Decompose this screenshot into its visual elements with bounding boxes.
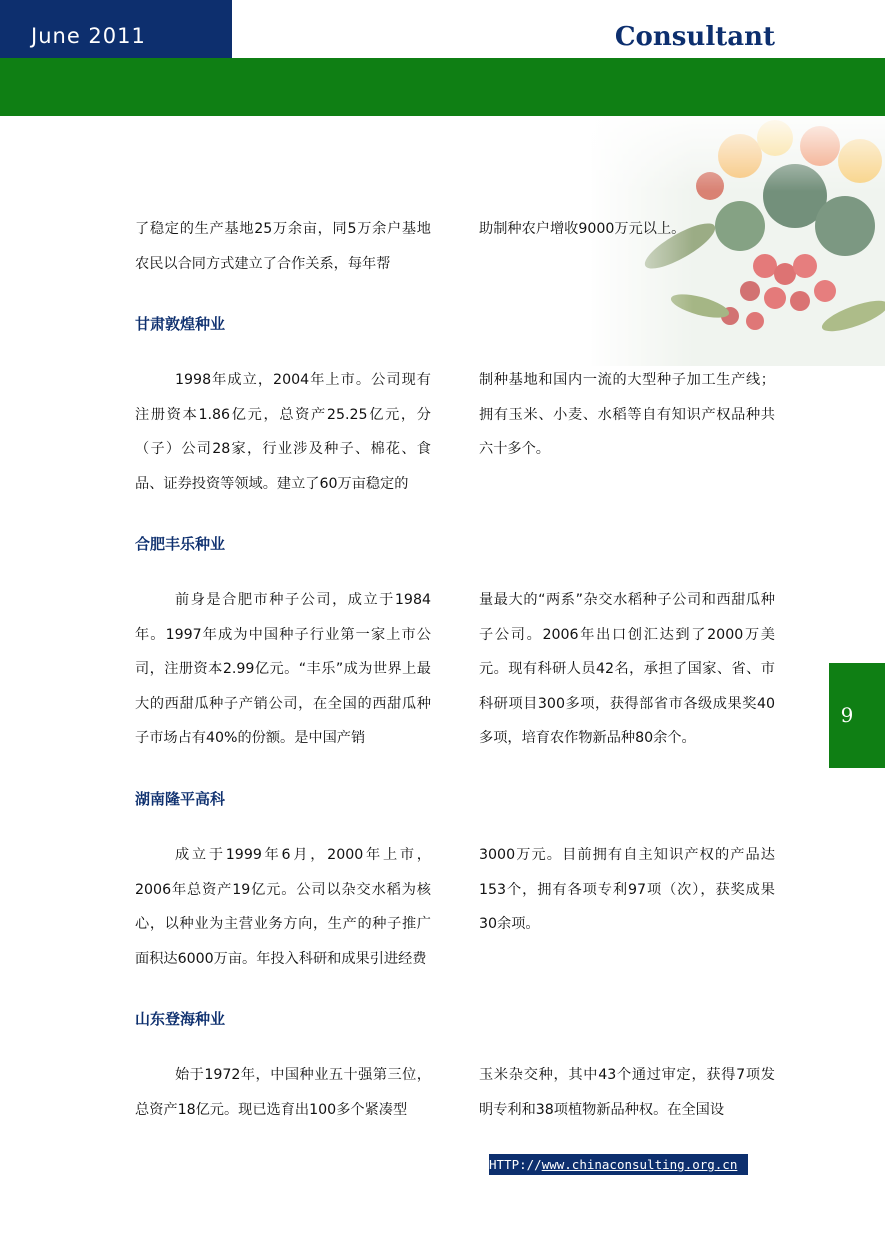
paragraph: 始于1972年，中国种业五十强第三位，总资产18亿元。现已选育出100多个紧凑型: [135, 1067, 431, 1118]
paragraph: 了稳定的生产基地25万余亩，同5万余户基地农民以合同方式建立了合作关系，每年帮: [135, 221, 431, 272]
section-1-left-column: [135, 363, 431, 501]
paragraph: 前身是合肥市种子公司，成立于1984年。1997年成为中国种子行业第一家上市公司，注册资本2.99亿元。“丰乐”成为世界上最大的西甜瓜种子产销公司，在全国的西甜瓜种子市场占有40%的份额。是中国产销: [135, 592, 431, 747]
paragraph: 制种基地和国内一流的大型种子加工生产线；拥有玉米、小麦、水稻等自有知识产权品种共六十多个。: [479, 372, 775, 458]
website-url[interactable]: [489, 1154, 748, 1175]
section-4-right-column: [479, 1058, 775, 1127]
header-green-band: [0, 58, 885, 116]
paragraph: 助制种农户增收9000万元以上。: [479, 221, 686, 237]
section-4-left-column: [135, 1058, 431, 1127]
section-heading-fengle: 合肥丰乐种业: [135, 535, 226, 553]
section-0-left-column: [135, 212, 431, 281]
paragraph: 1998年成立，2004年上市。公司现有注册资本1.86亿元，总资产25.25亿元，分（子）公司28家，行业涉及种子、棉花、食品、证券投资等领域。建立了60万亩稳定的: [135, 372, 431, 492]
section-3-left-column: [135, 838, 431, 976]
section-heading-dunhuang: 甘肃敦煌种业: [135, 315, 226, 333]
section-2-left-column: [135, 583, 431, 756]
issue-date: June 2011: [31, 24, 146, 48]
magazine-title: Consultant: [614, 22, 775, 52]
section-2-right-column: [479, 583, 775, 756]
section-heading-longping: 湖南隆平高科: [135, 790, 226, 808]
paragraph: 成立于1999年6月，2000年上市，2006年总资产19亿元。公司以杂交水稻为核心，以种业为主营业务方向，生产的种子推广面积达6000万亩。年投入科研和成果引进经费: [135, 847, 431, 967]
paragraph: 玉米杂交种，其中43个通过审定，获得7项发明专利和38项植物新品种权。在全国设: [479, 1067, 775, 1118]
section-1-right-column: [479, 363, 775, 467]
paragraph: 3000万元。目前拥有自主知识产权的产品达153个，拥有各项专利97项（次），获奖成果30余项。: [479, 847, 775, 933]
page-number-tab: [829, 663, 885, 768]
section-heading-denghai: 山东登海种业: [135, 1010, 226, 1028]
section-3-right-column: [479, 838, 775, 942]
section-0-right-column: [479, 212, 775, 247]
paragraph: 量最大的“两系”杂交水稻种子公司和西甜瓜种子公司。2006年出口创汇达到了2000万美元。现有科研人员42名，承担了国家、省、市科研项目300多项，获得部省市各级成果奖40多项，培育农作物新品种80余个。: [479, 592, 775, 747]
page-number: 9: [840, 703, 854, 727]
url-link[interactable]: www.chinaconsulting.org.cn: [541, 1157, 738, 1172]
url-prefix: HTTP://: [489, 1157, 542, 1172]
